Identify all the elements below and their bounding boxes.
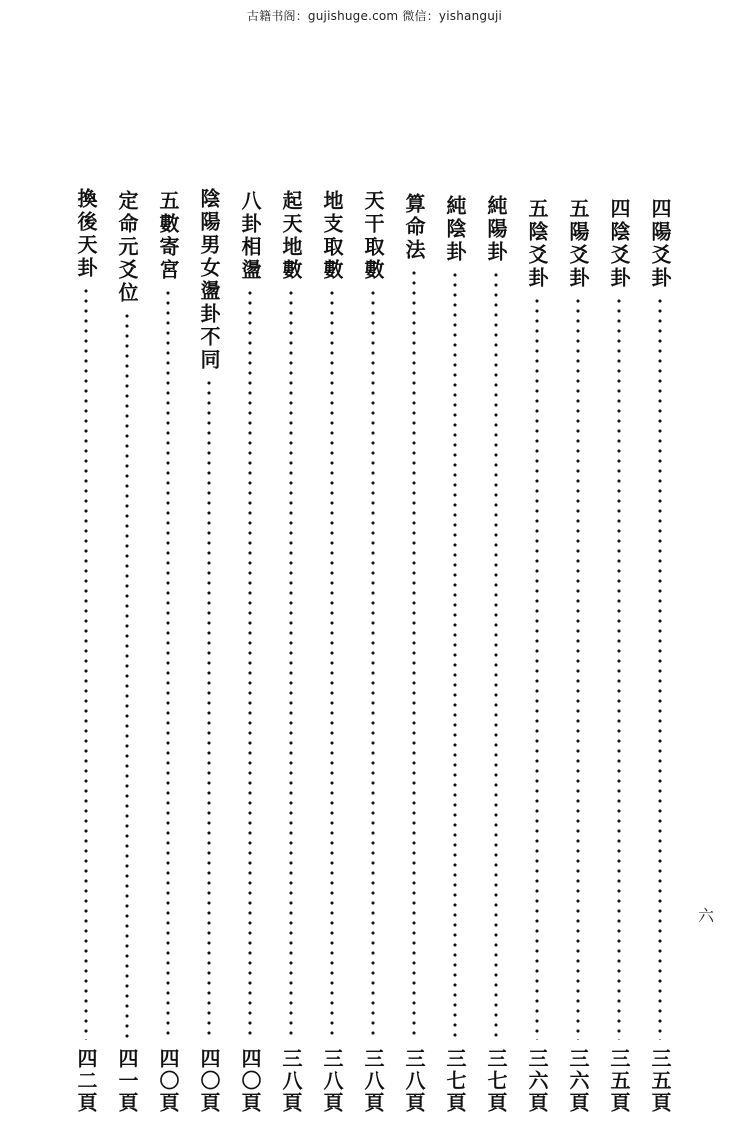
page-folio: 六 [698, 906, 715, 925]
entry-page-number: 四一頁 [115, 1048, 139, 1114]
toc-entry [523, 0, 553, 1139]
entry-title: 四陰爻卦 [607, 198, 631, 290]
dot-leader [451, 270, 459, 1040]
toc-entry [154, 0, 184, 1139]
entry-page-number: 三五頁 [648, 1048, 672, 1114]
dot-leader [328, 288, 336, 1040]
dot-leader [123, 311, 131, 1040]
dot-leader [492, 270, 500, 1040]
toc-entry [564, 0, 594, 1139]
entry-title: 定命元爻位 [115, 190, 139, 305]
toc-entry [72, 0, 102, 1139]
entry-title: 陰陽男女盪卦不同 [197, 188, 221, 372]
dot-leader [574, 296, 582, 1040]
dot-leader [410, 268, 418, 1040]
dot-leader [82, 286, 90, 1040]
entry-title: 五陰爻卦 [525, 198, 549, 290]
toc-entry [400, 0, 430, 1139]
entry-title: 四陽爻卦 [648, 198, 672, 290]
dot-leader [246, 288, 254, 1040]
entry-title: 起天地數 [279, 190, 303, 282]
dot-leader [205, 378, 213, 1040]
toc-entry [482, 0, 512, 1139]
toc-entry [318, 0, 348, 1139]
dot-leader [369, 288, 377, 1040]
entry-page-number: 四二頁 [74, 1048, 98, 1114]
entry-page-number: 三六頁 [566, 1048, 590, 1114]
toc-entry [195, 0, 225, 1139]
entry-page-number: 三八頁 [361, 1048, 385, 1114]
entry-title: 天干取數 [361, 190, 385, 282]
toc-entry [441, 0, 471, 1139]
entry-page-number: 三八頁 [320, 1048, 344, 1114]
toc-entry [236, 0, 266, 1139]
toc-entry [113, 0, 143, 1139]
entry-page-number: 三八頁 [402, 1048, 426, 1114]
entry-page-number: 四〇頁 [238, 1048, 262, 1114]
site-header-text: 古籍书阁：gujishuge.com 微信：yishanguji [246, 9, 503, 23]
toc-entry [605, 0, 635, 1139]
entry-page-number: 三七頁 [443, 1048, 467, 1114]
entry-page-number: 四〇頁 [197, 1048, 221, 1114]
entry-page-number: 三五頁 [607, 1048, 631, 1114]
dot-leader [164, 288, 172, 1040]
toc-entry [359, 0, 389, 1139]
dot-leader [287, 288, 295, 1040]
entry-title: 五數寄宮 [156, 190, 180, 282]
entry-title: 換後天卦 [74, 188, 98, 280]
entry-title: 八卦相盪 [238, 190, 262, 282]
entry-page-number: 三七頁 [484, 1048, 508, 1114]
dot-leader [656, 296, 664, 1040]
entry-title: 純陽卦 [484, 195, 508, 264]
dot-leader [615, 296, 623, 1040]
toc-entry [277, 0, 307, 1139]
entry-page-number: 四〇頁 [156, 1048, 180, 1114]
entry-title: 算命法 [402, 193, 426, 262]
dot-leader [533, 296, 541, 1040]
entry-title: 純陰卦 [443, 195, 467, 264]
toc-entry [646, 0, 676, 1139]
entry-title: 地支取數 [320, 190, 344, 282]
entry-page-number: 三八頁 [279, 1048, 303, 1114]
entry-title: 五陽爻卦 [566, 198, 590, 290]
entry-page-number: 三六頁 [525, 1048, 549, 1114]
